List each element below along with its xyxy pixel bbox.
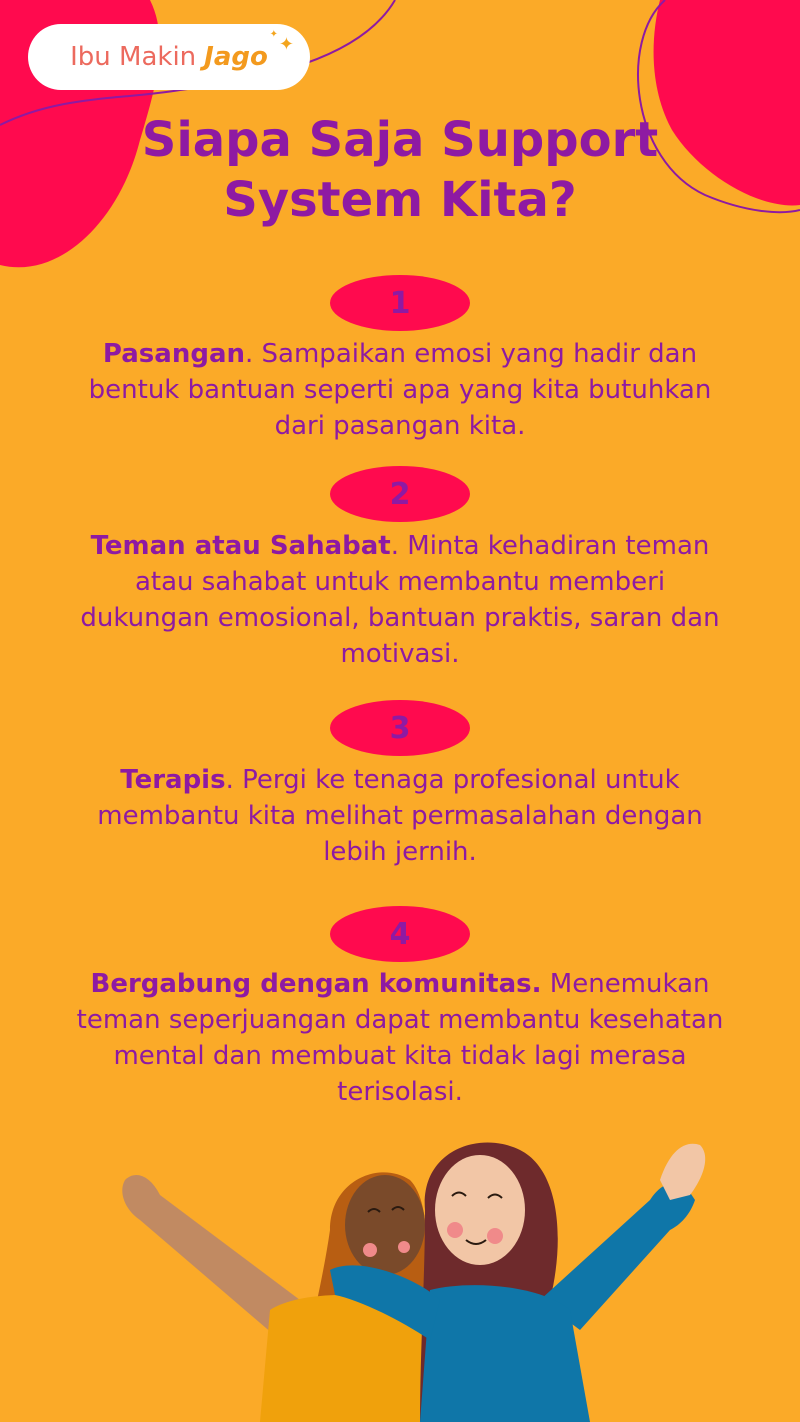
item-heading: Teman atau Sahabat — [90, 531, 391, 561]
left-woman-face — [345, 1175, 425, 1275]
right-woman-face — [435, 1155, 525, 1265]
brand-name-part2: Jago — [204, 42, 268, 72]
item-description: . Pergi ke tenaga profesional untuk membantu kita melihat permasalahan dengan lebih jernih. — [97, 765, 703, 867]
item-heading: Pasangan — [102, 339, 246, 369]
brand-name-part1: Ibu Makin — [70, 42, 197, 72]
badge-number: 4 — [389, 916, 411, 952]
two-women-hugging-illustration — [0, 1130, 800, 1422]
item-description: . Minta kehadiran teman atau sahabat untuk membantu memberi dukungan emosional, bantuan praktis, saran dan motivasi. — [80, 531, 720, 669]
page-title — [100, 110, 700, 230]
brand-logo — [28, 24, 310, 90]
badge-number: 3 — [389, 710, 411, 746]
title-line-2: System Kita? — [223, 172, 577, 228]
badge-number: 1 — [389, 285, 411, 321]
title-line-1: Siapa Saja Support — [141, 112, 659, 168]
list-item-3 — [70, 762, 730, 870]
list-item-2 — [70, 528, 730, 672]
sparkle-icon: ✦ — [278, 34, 294, 55]
list-item-4 — [70, 966, 730, 1110]
list-item-1 — [70, 336, 730, 444]
item-heading: Bergabung dengan komunitas. — [90, 969, 542, 999]
small-sparkle-icon: ✦ — [269, 29, 278, 40]
number-badge-3 — [330, 700, 470, 756]
item-description: Menemukan teman seperjuangan dapat membantu kesehatan mental dan membuat kita tidak lagi merasa terisolasi. — [76, 969, 724, 1107]
number-badge-4 — [330, 906, 470, 962]
item-description: . Sampaikan emosi yang hadir dan bentuk bantuan seperti apa yang kita butuhkan dari pasangan kita. — [88, 339, 712, 441]
right-woman-hand — [660, 1144, 705, 1200]
item-heading: Terapis — [120, 765, 226, 795]
number-badge-2 — [330, 466, 470, 522]
badge-number: 2 — [389, 476, 411, 512]
number-badge-1 — [330, 275, 470, 331]
